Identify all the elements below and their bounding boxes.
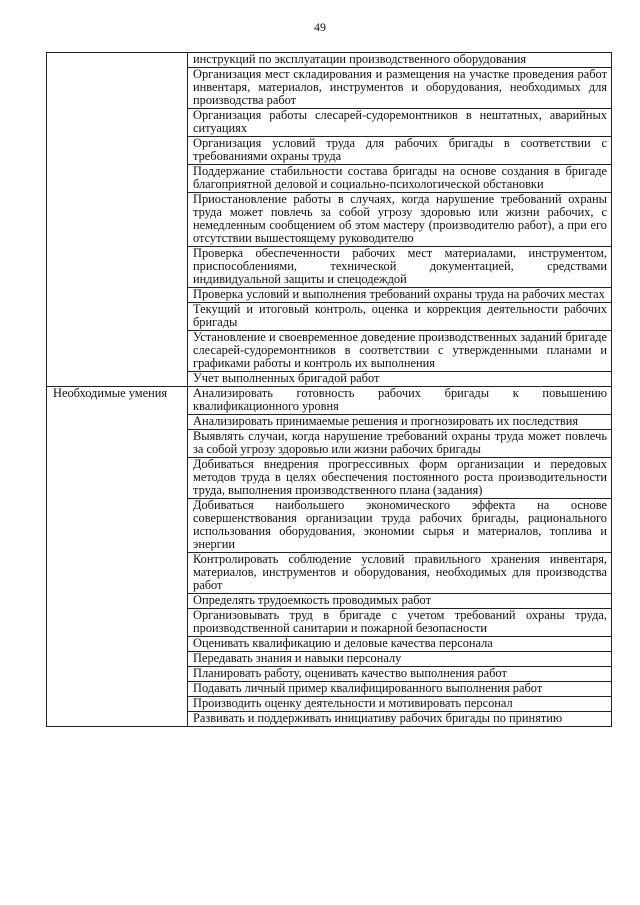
table-cell-item: Производить оценку деятельности и мотивировать персонал [188,697,612,712]
table-cell-item: Организация условий труда для рабочих бригады в соответствии с требованиями охраны труда [188,137,612,165]
table-cell-item: Анализировать готовность рабочих бригады к повышению квалификационного уровня [188,387,612,415]
requirements-table [46,52,612,727]
table-cell-item: Подавать личный пример квалифицированного выполнения работ [188,682,612,697]
table-cell-item: Анализировать принимаемые решения и прогнозировать их последствия [188,415,612,430]
table-cell-item: Передавать знания и навыки персоналу [188,652,612,667]
table-cell-item: Текущий и итоговый контроль, оценка и коррекция деятельности рабочих бригады [188,303,612,331]
table-cell-item: Организация мест складирования и размещения на участке проведения работ инвентаря, материалов, инструментов и оборудования, необходимых для производства работ [188,68,612,109]
table-cell-item: Приостановление работы в случаях, когда нарушение требований охраны труда может повлечь за собой угрозу здоровью или жизни рабочих, с немедленным сообщением об этом мастеру (производителю работ), а при его отсутствии вышестоящему руководителю [188,193,612,247]
table-cell-item: Организовывать труд в бригаде с учетом требований охраны труда, производственной санитарии и пожарной безопасности [188,609,612,637]
table-row [47,387,612,415]
table-cell-item: Развивать и поддерживать инициативу рабочих бригады по принятию [188,712,612,727]
table-cell-item: Организация работы слесарей-судоремонтников в нештатных, аварийных ситуациях [188,109,612,137]
table-cell-item: Добиваться внедрения прогрессивных форм организации и передовых методов труда в целях обеспечения постоянного роста производительности труда, выполнения производственного плана (задания) [188,458,612,499]
table-cell-item: Оценивать квалификацию и деловые качества персонала [188,637,612,652]
page-number: 49 [314,20,326,34]
table-cell-item: Проверка обеспеченности рабочих мест материалами, инструментом, приспособлениями, технической документацией, средствами индивидуальной защиты и спецодеждой [188,247,612,288]
table-row [47,53,612,68]
table-cell-item: Установление и своевременное доведение производственных заданий бригаде слесарей-судоремонтников в соответствии с утвержденными планами и графиками работы и контроль их выполнения [188,331,612,372]
table-cell-item: Контролировать соблюдение условий правильного хранения инвентаря, материалов, инструментов и оборудования, необходимых для производства работ [188,553,612,594]
table-cell-item: Выявлять случаи, когда нарушение требований охраны труда может повлечь за собой угрозу здоровью или жизни рабочих бригады [188,430,612,458]
section-label: Необходимые умения [47,387,188,727]
table-cell-item: Планировать работу, оценивать качество выполнения работ [188,667,612,682]
table-cell-item: Определять трудоемкость проводимых работ [188,594,612,609]
table-cell-item: Проверка условий и выполнения требований охраны труда на рабочих местах [188,288,612,303]
section-label [47,53,188,387]
table-cell-item: Учет выполненных бригадой работ [188,372,612,387]
table-cell-item: Поддержание стабильности состава бригады на основе создания в бригаде благоприятной деловой и социально-психологической обстановки [188,165,612,193]
table-cell-item: инструкций по эксплуатации производственного оборудования [188,53,612,68]
table-cell-item: Добиваться наибольшего экономического эффекта на основе совершенствования организации труда рабочих бригады, рационального использования оборудования, экономии сырья и материалов, топлива и энергии [188,499,612,553]
